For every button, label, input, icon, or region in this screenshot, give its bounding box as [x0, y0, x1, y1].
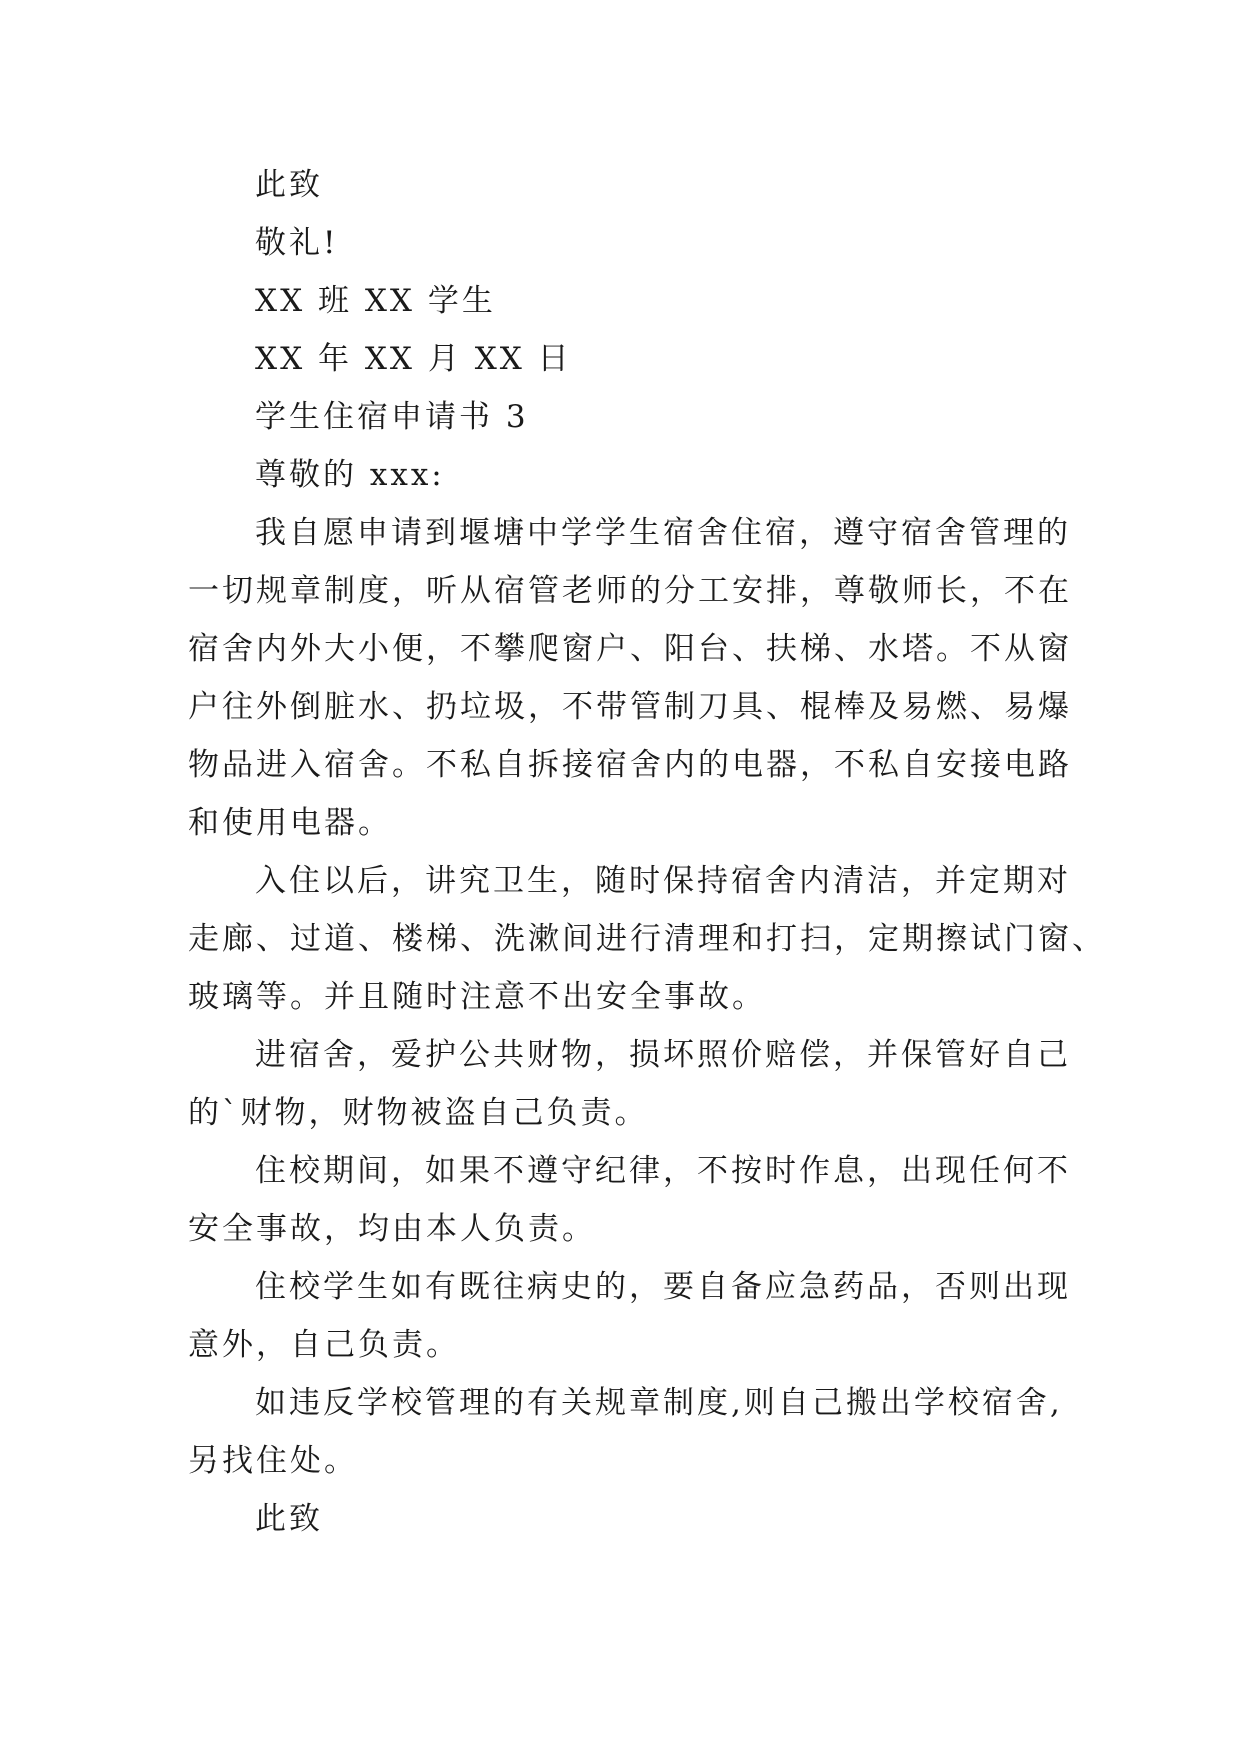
closing-salutation: 此致 — [255, 1501, 323, 1537]
signature-name: XX 班 XX 学生 — [255, 283, 496, 319]
paragraph-line: 入住以后，讲究卫生，随时保持宿舍内清洁，并定期对 — [255, 863, 1071, 899]
paragraph-line: 和使用电器。 — [188, 805, 392, 841]
paragraph-line: 住校期间，如果不遵守纪律，不按时作息，出现任何不 — [255, 1153, 1071, 1189]
paragraph-line: 一切规章制度，听从宿管老师的分工安排，尊敬师长，不在 — [188, 573, 1072, 609]
paragraph-line: 户往外倒脏水、扔垃圾，不带管制刀具、棍棒及易燃、易爆 — [188, 689, 1072, 725]
paragraph-line: 安全事故，均由本人负责。 — [188, 1211, 596, 1247]
closing-regards: 敬礼! — [255, 225, 339, 261]
paragraph-line: 玻璃等。并且随时注意不出安全事故。 — [188, 979, 766, 1015]
paragraph-line: 如违反学校管理的有关规章制度,则自己搬出学校宿舍, — [255, 1385, 1063, 1421]
paragraph-line: 宿舍内外大小便，不攀爬窗户、阳台、扶梯、水塔。不从窗 — [188, 631, 1072, 667]
paragraph-line: 进宿舍，爱护公共财物，损坏照价赔偿，并保管好自己 — [255, 1037, 1071, 1073]
paragraph-line: 住校学生如有既往病史的，要自备应急药品，否则出现 — [255, 1269, 1071, 1305]
salutation: 尊敬的 xxx: — [255, 457, 445, 493]
section-title: 学生住宿申请书 3 — [255, 399, 529, 435]
paragraph-line: 意外，自己负责。 — [188, 1327, 460, 1363]
paragraph-line: 我自愿申请到堰塘中学学生宿舍住宿，遵守宿舍管理的 — [255, 515, 1071, 551]
paragraph-line: 的`财物，财物被盗自己负责。 — [188, 1095, 649, 1131]
closing-salutation: 此致 — [255, 167, 323, 203]
paragraph-line: 走廊、过道、楼梯、洗漱间进行清理和打扫，定期擦试门窗、 — [188, 921, 1106, 957]
paragraph-line: 物品进入宿舍。不私自拆接宿舍内的电器，不私自安接电路 — [188, 747, 1072, 783]
paragraph-line: 另找住处。 — [188, 1443, 358, 1479]
signature-date: XX 年 XX 月 XX 日 — [255, 341, 572, 377]
